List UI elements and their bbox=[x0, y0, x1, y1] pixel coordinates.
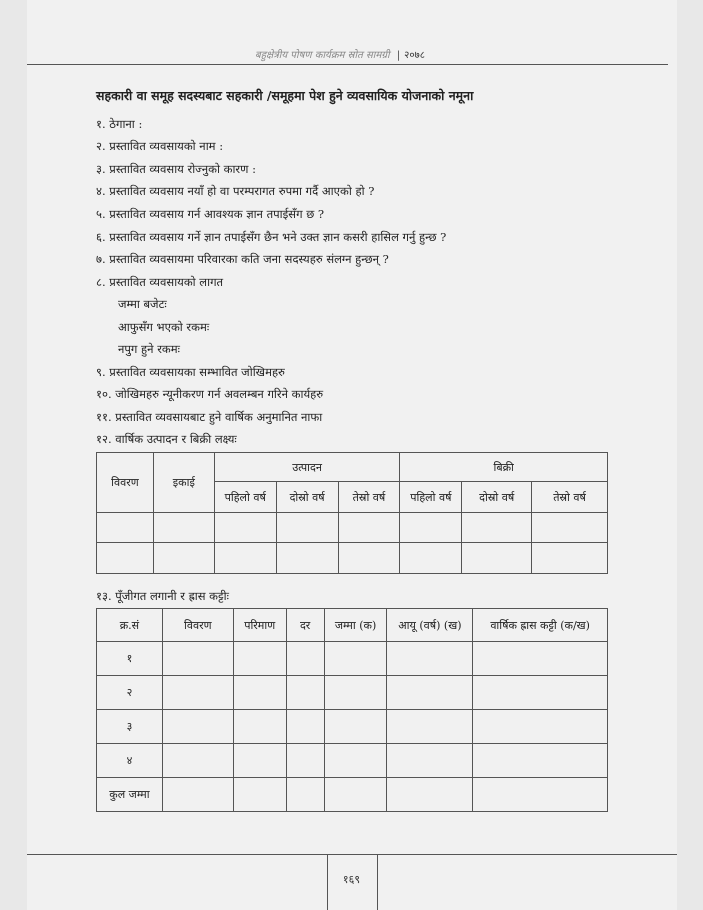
table-cell[interactable] bbox=[324, 744, 387, 778]
col-life: आयू (वर्ष) (ख) bbox=[387, 609, 473, 642]
table-cell[interactable] bbox=[324, 778, 387, 812]
list-item-8: ८. प्रस्तावित व्यवसायको लागत bbox=[96, 275, 224, 289]
table-cell[interactable] bbox=[532, 543, 608, 574]
col-detail: विवरण bbox=[97, 453, 154, 513]
table-cell[interactable] bbox=[97, 543, 154, 574]
sales-year-2: दोस्रो वर्ष bbox=[462, 482, 532, 513]
table-cell[interactable] bbox=[324, 642, 387, 676]
table-cell[interactable] bbox=[162, 676, 233, 710]
table-cell[interactable] bbox=[233, 710, 286, 744]
document-title: सहकारी वा समूह सदस्यबाट सहकारी /समूहमा पेश हुने व्यवसायिक योजनाको नमूना bbox=[96, 88, 474, 103]
cost-item-own: आफुसँग भएको रकमः bbox=[118, 320, 210, 334]
table-cell[interactable] bbox=[473, 676, 608, 710]
row-serial: ३ bbox=[97, 710, 163, 744]
table-cell[interactable] bbox=[387, 710, 473, 744]
table-cell[interactable] bbox=[153, 513, 214, 543]
table-cell[interactable] bbox=[462, 513, 532, 543]
production-year-1: पहिलो वर्ष bbox=[214, 482, 276, 513]
table-cell[interactable] bbox=[162, 778, 233, 812]
table-cell[interactable] bbox=[153, 543, 214, 574]
depreciation-table bbox=[96, 608, 608, 812]
list-item-12: १२. वार्षिक उत्पादन र बिक्री लक्ष्यः bbox=[96, 432, 237, 446]
table-cell[interactable] bbox=[387, 744, 473, 778]
running-header bbox=[0, 47, 680, 61]
table-cell[interactable] bbox=[233, 778, 286, 812]
table-row bbox=[97, 744, 608, 778]
table-row bbox=[97, 676, 608, 710]
table-cell[interactable] bbox=[473, 778, 608, 812]
header-rule bbox=[27, 64, 668, 65]
table-cell[interactable] bbox=[214, 543, 276, 574]
col-serial: क्र.सं bbox=[97, 609, 163, 642]
table-cell[interactable] bbox=[338, 513, 400, 543]
list-item-5: ५. प्रस्तावित व्यवसाय गर्न आवश्यक ज्ञान तपाईसँग छ ? bbox=[96, 207, 325, 221]
table-cell[interactable] bbox=[233, 676, 286, 710]
table-cell[interactable] bbox=[276, 543, 338, 574]
table-cell[interactable] bbox=[387, 642, 473, 676]
header-year: २०७८ bbox=[404, 50, 425, 61]
list-item-7: ७. प्रस्तावित व्यवसायमा परिवारका कति जना सदस्यहरु संलग्न हुन्छन् ? bbox=[96, 252, 389, 266]
table-cell[interactable] bbox=[387, 778, 473, 812]
list-item-9: ९. प्रस्तावित व्यवसायका सम्भावित जोखिमहरु bbox=[96, 365, 285, 379]
table-row bbox=[97, 642, 608, 676]
table-cell[interactable] bbox=[286, 778, 324, 812]
sales-year-1: पहिलो वर्ष bbox=[400, 482, 462, 513]
table-cell[interactable] bbox=[473, 710, 608, 744]
table-row bbox=[97, 513, 608, 543]
table-cell[interactable] bbox=[462, 543, 532, 574]
production-year-3: तेस्रो वर्ष bbox=[338, 482, 400, 513]
table-cell[interactable] bbox=[286, 642, 324, 676]
header-title: बहुक्षेत्रीय पोषण कार्यक्रम स्रोत सामग्री bbox=[255, 50, 390, 61]
table-row-total bbox=[97, 778, 608, 812]
col-detail: विवरण bbox=[162, 609, 233, 642]
table-cell[interactable] bbox=[286, 710, 324, 744]
table-cell[interactable] bbox=[400, 543, 462, 574]
table-cell[interactable] bbox=[214, 513, 276, 543]
table-cell[interactable] bbox=[400, 513, 462, 543]
table-cell[interactable] bbox=[162, 642, 233, 676]
table-cell[interactable] bbox=[233, 642, 286, 676]
section-13-heading: १३. पूँजीगत लगानी र ह्रास कट्टीः bbox=[96, 589, 229, 603]
col-quantity: परिमाण bbox=[233, 609, 286, 642]
row-serial: ४ bbox=[97, 744, 163, 778]
list-item-11: ११. प्रस्तावित व्यवसायबाट हुने वार्षिक अनुमानित नाफा bbox=[96, 410, 323, 424]
table-cell[interactable] bbox=[233, 744, 286, 778]
table-row bbox=[97, 710, 608, 744]
table-cell[interactable] bbox=[338, 543, 400, 574]
table-cell[interactable] bbox=[162, 744, 233, 778]
list-item-4: ४. प्रस्तावित व्यवसाय नयाँ हो वा परम्परागत रुपमा गर्दै आएको हो ? bbox=[96, 184, 375, 198]
table-cell[interactable] bbox=[387, 676, 473, 710]
list-item-1: १. ठेगाना : bbox=[96, 117, 143, 131]
list-item-10: १०. जोखिमहरु न्यूनीकरण गर्न अवलम्बन गरिने कार्यहरु bbox=[96, 387, 324, 401]
sales-year-3: तेस्रो वर्ष bbox=[532, 482, 608, 513]
production-sales-table bbox=[96, 452, 608, 574]
col-unit: इकाई bbox=[153, 453, 214, 513]
group-sales: बिक्री bbox=[400, 453, 608, 482]
cost-item-shortfall: नपुग हुने रकमः bbox=[118, 342, 180, 356]
list-item-6: ६. प्रस्तावित व्यवसाय गर्ने ज्ञान तपाईसँग छैन भने उक्त ज्ञान कसरी हासिल गर्नु हुन्छ ? bbox=[96, 230, 447, 244]
table-cell[interactable] bbox=[324, 710, 387, 744]
row-total-label: कुल जम्मा bbox=[97, 778, 163, 812]
cost-item-budget: जम्मा बजेटः bbox=[118, 297, 167, 311]
table-cell[interactable] bbox=[473, 744, 608, 778]
table-cell[interactable] bbox=[532, 513, 608, 543]
list-item-3: ३. प्रस्तावित व्यवसाय रोज्नुको कारण : bbox=[96, 162, 256, 176]
production-year-2: दोस्रो वर्ष bbox=[276, 482, 338, 513]
table-cell[interactable] bbox=[276, 513, 338, 543]
col-rate: दर bbox=[286, 609, 324, 642]
header-separator: | bbox=[396, 50, 401, 61]
row-serial: १ bbox=[97, 642, 163, 676]
table-cell[interactable] bbox=[162, 710, 233, 744]
list-item-2: २. प्रस्तावित व्यवसायको नाम : bbox=[96, 139, 224, 153]
table-cell[interactable] bbox=[286, 676, 324, 710]
table-cell[interactable] bbox=[286, 744, 324, 778]
col-total: जम्मा (क) bbox=[324, 609, 387, 642]
table-cell[interactable] bbox=[324, 676, 387, 710]
table-cell[interactable] bbox=[97, 513, 154, 543]
col-annual-depreciation: वार्षिक ह्रास कट्टी (क/ख) bbox=[473, 609, 608, 642]
group-production: उत्पादन bbox=[214, 453, 400, 482]
row-serial: २ bbox=[97, 676, 163, 710]
table-row bbox=[97, 543, 608, 574]
page-number: १६९ bbox=[342, 873, 361, 886]
table-cell[interactable] bbox=[473, 642, 608, 676]
